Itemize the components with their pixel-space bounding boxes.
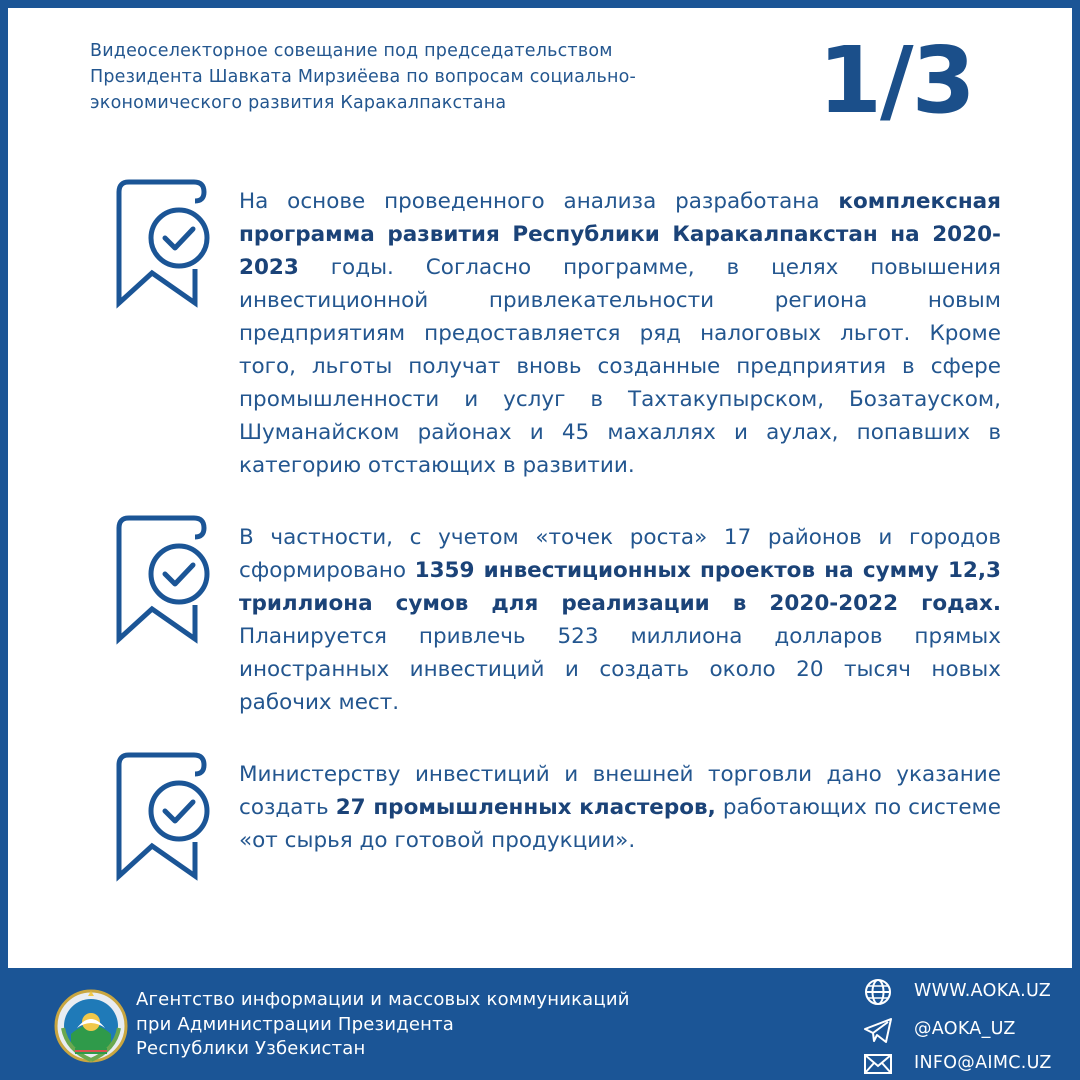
paragraph (239, 521, 1001, 719)
paragraph (239, 185, 1001, 482)
telegram-link[interactable] (862, 1014, 1062, 1046)
email-text: INFO@AIMC.UZ (914, 1053, 1052, 1073)
globe-icon (862, 978, 894, 1006)
ribbon-check-icon (116, 179, 212, 309)
website-link[interactable] (862, 976, 1062, 1008)
page-number: 1/3 (818, 27, 974, 134)
agency-line: Агентство информации и массовых коммуникаций (136, 989, 630, 1010)
paragraph-text: В частности, с учетом «точек роста» 17 районов и городов сформировано (239, 525, 1001, 583)
paragraph-text: На основе проведенного анализа разработана (239, 189, 839, 214)
paragraph-highlight: 27 промышленных кластеров, (335, 795, 716, 820)
paragraph-text: работающих по системе «от сырья до готовой продукции». (239, 795, 1001, 853)
telegram-text: @AOKA_UZ (914, 1019, 1016, 1039)
ribbon-check-icon (116, 752, 212, 882)
email-link[interactable] (862, 1048, 1062, 1080)
header-line: Президента Шавката Мирзиёева по вопросам социально- (90, 67, 637, 87)
telegram-icon (862, 1016, 894, 1044)
paragraph-text: Министерству инвестиций и внешней торговли дано указание создать (239, 762, 1001, 820)
paragraph-highlight: 1359 инвестиционных проектов на сумму 12,3 триллиона сумов для реализации в 2020-2022 годах. (239, 558, 1001, 616)
paragraph (239, 758, 1001, 857)
header-line: экономического развития Каракалпакстана (90, 93, 507, 113)
header-title (90, 38, 730, 116)
paragraph-text: годы. Согласно программе, в целях повышения инвестиционной привлекательности региона новым предприятиям предоставляется ряд налоговых льгот. Кроме того, льготы получат вновь созданные предприятия в сфере промышленности и услуг в Тахтакупырском, Бозатауском, Шуманайском районах и 45 махаллях и аулах, попавших в категорию отстающих в развитии. (239, 255, 1001, 478)
header-line: Видеоселекторное совещание под председательством (90, 41, 613, 61)
agency-line: при Администрации Президента (136, 1013, 455, 1035)
content-card (8, 8, 1072, 968)
ribbon-check-icon (116, 515, 212, 645)
website-text: WWW.AOKA.UZ (914, 981, 1052, 1001)
paragraph-text: Планируется привлечь 523 миллиона долларов прямых иностранных инвестиций и создать около 20 тысяч новых рабочих мест. (239, 624, 1001, 715)
footer (0, 968, 1080, 1080)
paragraph-highlight: комплексная программа развития Республики Каракалпакстан на 2020-2023 (239, 189, 1001, 280)
state-emblem-icon (53, 988, 129, 1064)
agency-line: Республики Узбекистан (136, 1038, 366, 1059)
agency-name (136, 988, 630, 1062)
mail-icon (862, 1050, 894, 1078)
